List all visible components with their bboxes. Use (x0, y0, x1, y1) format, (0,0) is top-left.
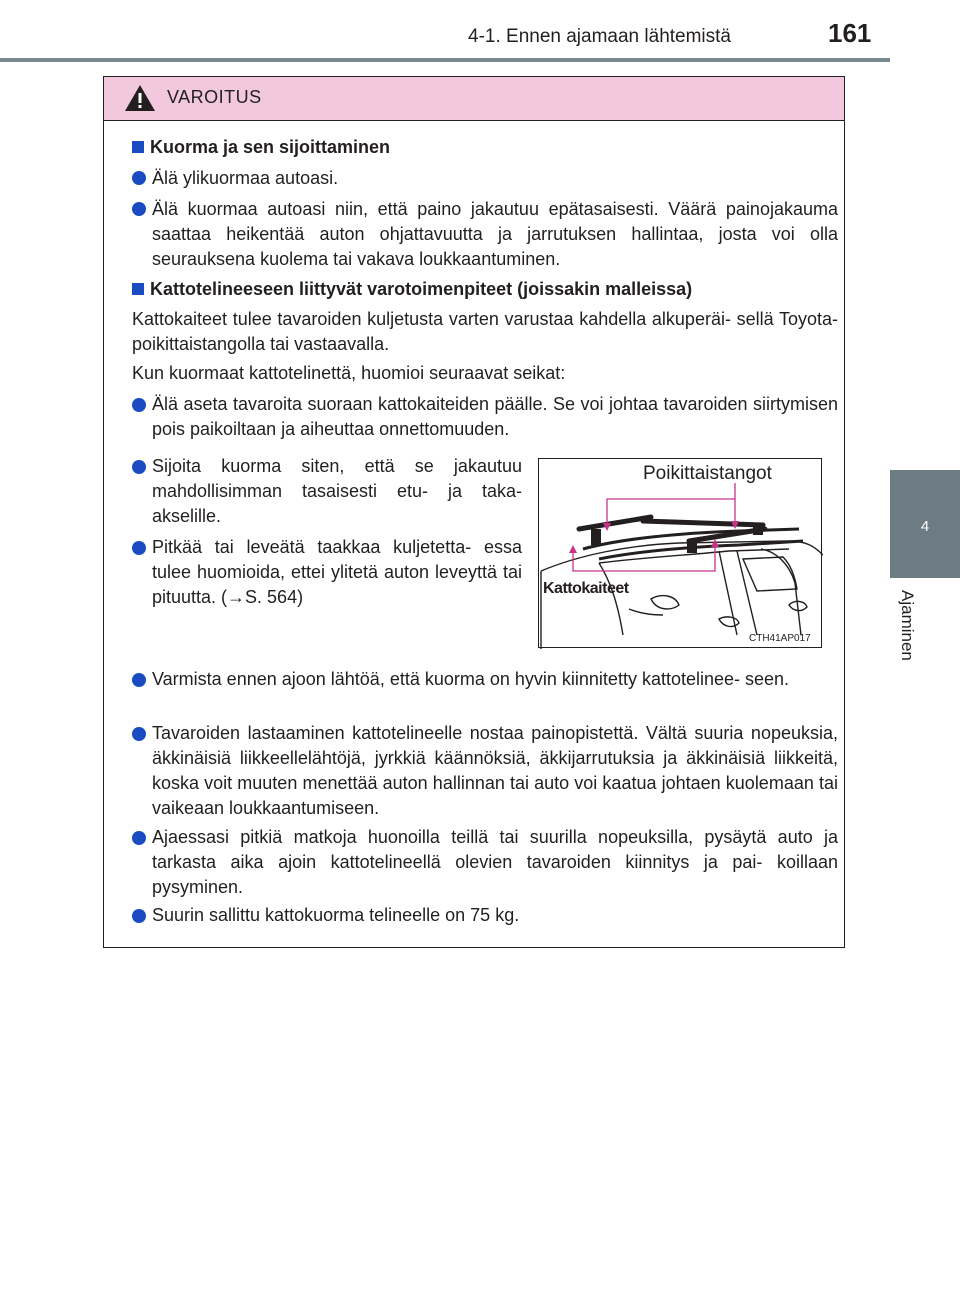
bullet-text: Varmista ennen ajoon lähtöä, että kuorma on hyvin kiinnitetty kattotelinee- seen. (152, 669, 790, 689)
bullet-text: Ajaessasi pitkiä matkoja huonoilla teillä tai suurilla nopeuksilla, pysäytä auto ja tarkasta aika ajoin kattotelineellä olevien tavaroiden kiinnitys ja pai- koillaan pysyminen. (152, 827, 838, 897)
roof-rack-illustration (538, 458, 822, 648)
header-rule (0, 58, 890, 62)
crossbars-callout: Poikittaistangot (643, 463, 772, 484)
square-bullet-icon (132, 283, 144, 295)
bullet-text: Sijoita kuorma siten, että se jakautuu mahdollisimman tasaisesti etu- ja taka- akselille. (152, 456, 522, 526)
round-bullet-icon (132, 541, 146, 555)
bullet-text: Älä aseta tavaroita suoraan kattokaiteiden päälle. Se voi johtaa tavaroiden siirtymisen pois paikoiltaan ja aiheuttaa onnettomuuden. (152, 394, 838, 439)
warning-header (104, 77, 844, 121)
chapter-number: 4 (920, 518, 930, 535)
round-bullet-icon (132, 727, 146, 741)
bullet-text: Suurin sallittu kattokuorma telineelle on 75 kg. (152, 905, 520, 925)
square-bullet-icon (132, 141, 144, 153)
warning-triangle-icon (124, 84, 156, 112)
chapter-label: Ajaminen (898, 590, 917, 661)
round-bullet-icon (132, 202, 146, 216)
round-bullet-icon (132, 171, 146, 185)
section-title: 4-1. Ennen ajamaan lähtemistä (468, 26, 731, 47)
paragraph: Kun kuormaat kattotelinettä, huomioi seuraavat seikat: (132, 363, 566, 383)
section-heading: Kuorma ja sen sijoittaminen (132, 137, 390, 158)
section-heading: Kattotelineeseen liittyvät varotoimenpiteet (joissakin malleissa) (132, 279, 692, 300)
roof-rails-callout: Kattokaiteet (543, 580, 629, 597)
round-bullet-icon (132, 460, 146, 474)
paragraph: Kattokaiteet tulee tavaroiden kuljetusta varten varustaa kahdella alkuperäi- sellä Toyota-poikittaistangolla tai vastaavalla. (132, 309, 838, 354)
bullet-text: Pitkää tai leveätä taakkaa kuljetetta- essa tulee huomioida, ettei ylitetä auton leveyttä tai pituutta. (→S. 564) (152, 537, 522, 607)
bullet-text: Älä ylikuormaa autoasi. (152, 168, 339, 188)
round-bullet-icon (132, 831, 146, 845)
warning-box (103, 76, 845, 948)
round-bullet-icon (132, 909, 146, 923)
bullet-text: Tavaroiden lastaaminen kattotelineelle nostaa painopistettä. Vältä suuria nopeuksia, äkkinäisiä liikkeellelähtöjä, jyrkkiä käännöksiä, äkkijarrutuksia ja äkkinäisiä liikkeitä, koska voit muuten menettää auton hallinnan tai auto voi kaatua johtaen kuolemaan tai vaikeaan loukkaantumiseen. (152, 723, 838, 818)
bullet-text: Älä kuormaa autoasi niin, että paino jakautuu epätasaisesti. Väärä painojakauma saattaa heikentää auton ohjattavuutta ja jarrutuksen hallintaa, josta voi olla seurauksena kuolema tai vakava loukkaantuminen. (152, 199, 838, 269)
round-bullet-icon (132, 673, 146, 687)
page-number: 161 (828, 18, 872, 48)
round-bullet-icon (132, 398, 146, 412)
warning-title: VAROITUS (167, 87, 262, 107)
chapter-tab (890, 470, 960, 578)
figure-code: CTH41AP017 (749, 633, 811, 644)
car-roof-drawing (539, 459, 823, 649)
